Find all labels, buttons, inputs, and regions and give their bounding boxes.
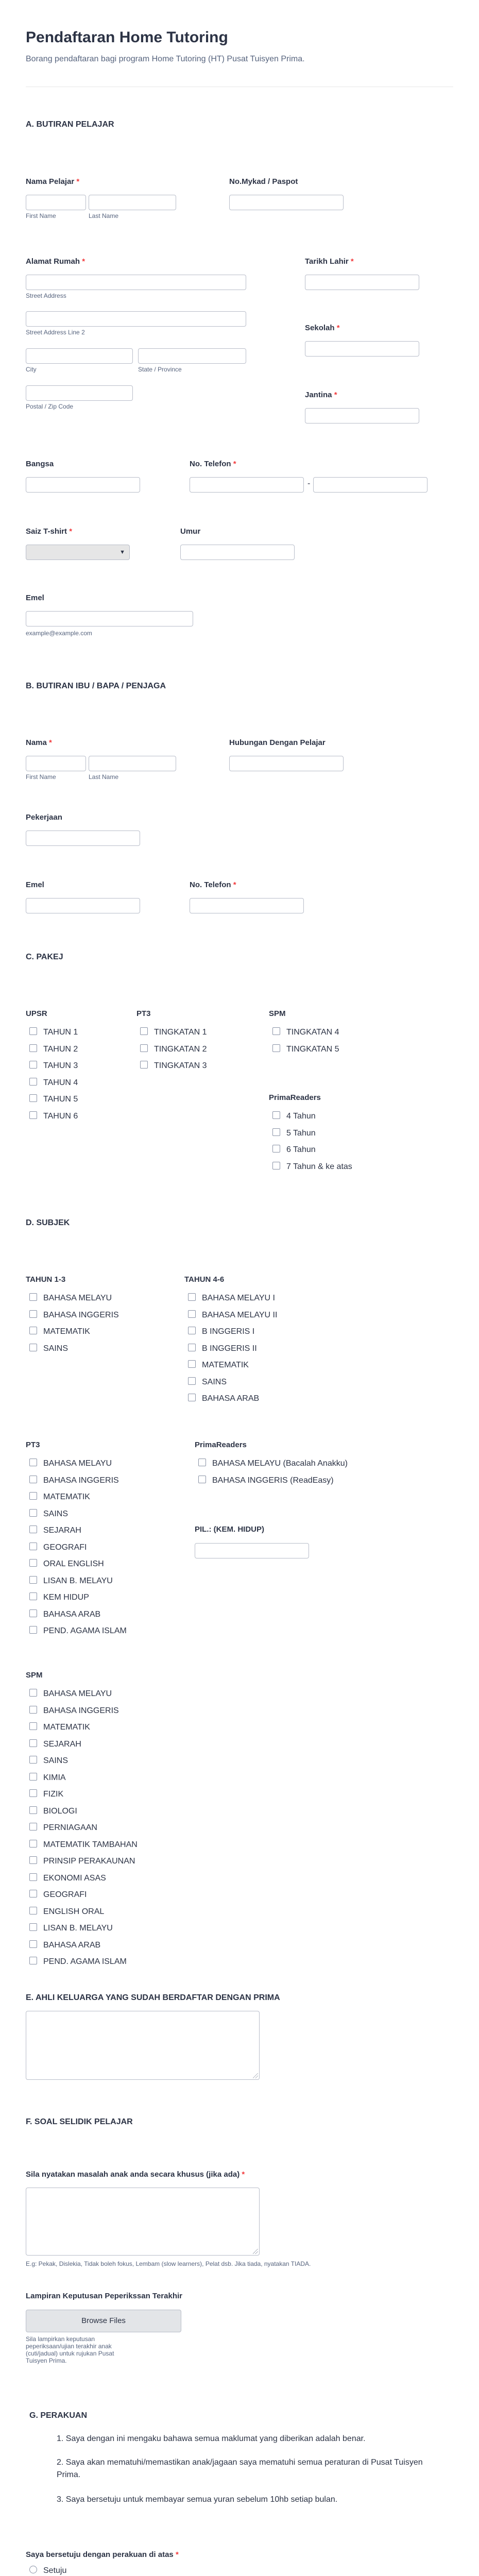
subjek-pt3-option[interactable] [29,1492,90,1502]
checkbox[interactable] [29,1923,37,1931]
section-d-heading: D. SUBJEK [26,1218,70,1227]
pakej-pt3-option-label: TINGKATAN 1 [154,1028,207,1037]
subjek-spm-option-label: BIOLOGI [43,1806,77,1816]
state-sublabel: State / Province [138,366,182,373]
checkbox[interactable] [29,1526,37,1533]
subjek-spm-option[interactable] [29,1689,112,1699]
checkbox[interactable] [188,1293,196,1301]
checkbox[interactable] [29,1459,37,1466]
checkbox[interactable] [29,1722,37,1730]
subjek-spm-option[interactable] [29,1840,138,1850]
pakej-upsr-option-label: TAHUN 2 [43,1044,78,1054]
setuju-label: Saya bersetuju dengan perakuan di atas * [26,2550,179,2559]
checkbox[interactable] [29,1957,37,1964]
subjek-spm-option-label: BAHASA MELAYU [43,1689,112,1698]
parent-first-input[interactable] [26,756,86,771]
alamat-label: Alamat Rumah * [26,257,85,266]
subjek-pt3-option-label: SEJARAH [43,1526,81,1535]
subjek-spm-option-label: MATEMATIK TAMBAHAN [43,1840,138,1849]
pakej-upsr-title: UPSR [26,1009,47,1018]
subjek-primareaders-option[interactable] [198,1476,334,1486]
pakej-upsr-option[interactable] [29,1078,78,1088]
checkbox[interactable] [29,1609,37,1617]
pakej-pt3-option-label: TINGKATAN 3 [154,1061,207,1070]
subjek-tahun13-option[interactable] [29,1293,112,1303]
checkbox[interactable] [29,1706,37,1714]
subjek-tahun46-option[interactable] [188,1293,275,1303]
parent-first-sublabel: First Name [26,773,56,781]
checkbox[interactable] [29,1027,37,1035]
pakej-pt3-option[interactable] [140,1061,207,1071]
masalah-hint: E.g: Pekak, Dislekia, Tidak boleh fokus, Lembam (slow learners), Pelat dsb. Jika tiada, nyatakan TIADA. [26,2260,311,2267]
street1-sublabel: Street Address [26,292,66,299]
chevron-down-icon: ▼ [119,549,125,555]
jantina-input[interactable] [305,408,419,423]
pakej-spm-option[interactable] [272,1044,339,1055]
subjek-tahun13-option-label: BAHASA INGGERIS [43,1310,119,1319]
subjek-tahun13-option-label: MATEMATIK [43,1327,90,1336]
subjek-primareaders-title: PrimaReaders [195,1440,247,1449]
subjek-pt3-option-label: PEND. AGAMA ISLAM [43,1626,127,1635]
pil-input[interactable] [195,1543,309,1558]
checkbox[interactable] [29,1509,37,1517]
pakej-spm-option[interactable] [272,1027,339,1038]
pakej-spm-title: SPM [269,1009,286,1018]
checkbox[interactable] [29,1293,37,1301]
pakej-primareaders-option[interactable] [272,1145,316,1155]
telefon-area-input[interactable] [190,477,304,493]
subjek-spm-option-label: LISAN B. MELAYU [43,1924,113,1933]
subjek-spm-option[interactable] [29,1739,81,1750]
subjek-pt3-title: PT3 [26,1440,40,1449]
pakej-upsr-option[interactable] [29,1044,78,1055]
checkbox[interactable] [140,1061,148,1069]
subjek-pt3-option[interactable] [29,1543,87,1553]
subjek-tahun46-option-label: BAHASA MELAYU II [202,1310,278,1319]
hubungan-input[interactable] [229,756,344,771]
subjek-spm-option-label: SEJARAH [43,1739,81,1749]
subjek-primareaders-option-label: BAHASA MELAYU (Bacalah Anakku) [212,1459,348,1468]
checkbox[interactable] [29,1094,37,1102]
resize-handle[interactable] [253,2249,258,2254]
subjek-tahun46-option[interactable] [188,1344,257,1354]
parent-nama-label: Nama * [26,738,52,747]
checkbox[interactable] [29,1689,37,1697]
subjek-pt3-option[interactable] [29,1459,112,1469]
checkbox[interactable] [29,1310,37,1318]
subjek-spm-option[interactable] [29,1957,127,1967]
pakej-pt3-option-label: TINGKATAN 2 [154,1044,207,1054]
umur-label: Umur [180,527,201,536]
pakej-primareaders-option-label: 7 Tahun & ke atas [286,1162,352,1171]
parent-telefon-input[interactable] [190,898,304,913]
nama-pelajar-label: Nama Pelajar * [26,177,80,186]
masalah-textarea[interactable] [26,2188,260,2256]
checkbox[interactable] [140,1027,148,1035]
subjek-primareaders-option-label: BAHASA INGGERIS (ReadEasy) [212,1476,334,1485]
subjek-tahun13-title: TAHUN 1-3 [26,1275,66,1284]
section-f-heading: F. SOAL SELIDIK PELAJAR [26,2117,133,2126]
pakej-spm-option-label: TINGKATAN 4 [286,1028,339,1037]
checkbox[interactable] [29,1789,37,1797]
subjek-spm-option[interactable] [29,1890,87,1900]
tarikh-lahir-input[interactable] [305,275,419,290]
checkbox[interactable] [29,1626,37,1634]
subjek-pt3-option[interactable] [29,1509,68,1519]
subjek-pt3-option-label: KEM HIDUP [43,1593,89,1602]
subjek-tahun13-option[interactable] [29,1310,119,1320]
subjek-spm-option[interactable] [29,1789,63,1800]
checkbox[interactable] [29,1806,37,1814]
subjek-pt3-option[interactable] [29,1526,81,1536]
street1-input[interactable] [26,275,246,290]
checkbox[interactable] [29,1327,37,1334]
subjek-spm-option-label: GEOGRAFI [43,1890,87,1899]
subjek-spm-option[interactable] [29,1940,100,1951]
subjek-spm-option[interactable] [29,1873,106,1884]
lampiran-label: Lampiran Keputusan Peperikssan Terakhir [26,2292,182,2300]
pakej-pt3-title: PT3 [136,1009,151,1018]
checkbox[interactable] [29,1592,37,1600]
pakej-spm-option-label: TINGKATAN 5 [286,1044,339,1054]
checkbox[interactable] [29,1492,37,1500]
subjek-tahun46-title: TAHUN 4-6 [184,1275,225,1284]
telefon-number-input[interactable] [313,477,427,493]
subjek-tahun46-option-label: BAHASA MELAYU I [202,1294,275,1302]
subjek-spm-option[interactable] [29,1806,77,1817]
city-sublabel: City [26,366,37,373]
section-e-heading: E. AHLI KELUARGA YANG SUDAH BERDAFTAR DENGAN PRIMA [26,1993,280,2002]
subjek-tahun46-option-label: B INGGERIS II [202,1344,257,1353]
subjek-pt3-option[interactable] [29,1609,100,1620]
subjek-spm-option[interactable] [29,1923,113,1934]
checkbox[interactable] [198,1459,206,1466]
subjek-spm-option[interactable] [29,1706,119,1716]
hubungan-label: Hubungan Dengan Pelajar [229,738,326,747]
subjek-primareaders-option[interactable] [198,1459,348,1469]
masalah-label: Sila nyatakan masalah anak anda secara khusus (jika ada) * [26,2170,245,2179]
sekolah-label: Sekolah * [305,324,340,332]
pakej-primareaders-option-label: 5 Tahun [286,1128,316,1138]
pakej-primareaders-option-label: 4 Tahun [286,1112,316,1121]
subjek-pt3-option-label: BAHASA ARAB [43,1609,101,1619]
pakej-primareaders-option-label: 6 Tahun [286,1145,316,1154]
ahli-keluarga-textarea[interactable] [26,2011,260,2080]
subjek-spm-option[interactable] [29,1823,97,1833]
pakej-primareaders-option[interactable] [272,1162,352,1172]
subjek-tahun13-option[interactable] [29,1327,90,1337]
bangsa-label: Bangsa [26,460,54,468]
subjek-spm-option-label: SAINS [43,1756,69,1765]
postal-sublabel: Postal / Zip Code [26,403,74,410]
subjek-spm-option[interactable] [29,1856,135,1867]
subjek-spm-title: SPM [26,1671,43,1680]
subjek-pt3-option-label: BAHASA MELAYU [43,1459,112,1468]
checkbox[interactable] [29,1739,37,1747]
subjek-spm-option-label: BAHASA INGGERIS [43,1706,119,1715]
subjek-tahun46-option[interactable] [188,1377,227,1387]
pekerjaan-label: Pekerjaan [26,813,62,822]
checkbox[interactable] [29,1890,37,1897]
pakej-upsr-option-label: TAHUN 6 [43,1111,78,1121]
section-c-heading: C. PAKEJ [26,953,63,961]
subjek-pt3-option[interactable] [29,1576,113,1586]
pakej-pt3-option[interactable] [140,1027,207,1038]
pekerjaan-input[interactable] [26,831,140,846]
subjek-pt3-option-label: LISAN B. MELAYU [43,1576,113,1585]
subjek-spm-option-label: PERNIAGAAN [43,1823,97,1832]
subjek-pt3-option[interactable] [29,1559,104,1569]
pakej-upsr-option-label: TAHUN 5 [43,1095,78,1104]
subjek-pt3-option-label: ORAL ENGLISH [43,1560,104,1568]
checkbox[interactable] [29,1756,37,1764]
pakej-upsr-option[interactable] [29,1111,78,1122]
checkbox[interactable] [29,1044,37,1052]
pil-label: PIL.: (KEM. HIDUP) [195,1525,264,1534]
checkbox[interactable] [29,1823,37,1831]
nama-pelajar-last-input[interactable] [89,195,176,210]
street2-sublabel: Street Address Line 2 [26,329,85,336]
subjek-spm-option-label: KIMIA [43,1773,66,1782]
checkbox[interactable] [29,1559,37,1567]
subjek-pt3-option-label: MATEMATIK [43,1493,90,1501]
subjek-spm-option-label: FIZIK [43,1790,64,1799]
setuju-radio[interactable]: Setuju [29,2566,66,2576]
pakej-upsr-option-label: TAHUN 3 [43,1061,78,1070]
form-subtitle: Borang pendaftaran bagi program Home Tutoring (HT) Pusat Tuisyen Prima. [26,55,305,63]
jantina-label: Jantina * [305,391,337,399]
subjek-tahun13-option-label: SAINS [43,1344,69,1353]
emel-sublabel: example@example.com [26,630,92,637]
perakuan-item-3: 3. Saya bersetuju untuk membayar semua yuran sebelum 10hb setiap bulan. [57,2495,338,2504]
subjek-spm-option[interactable] [29,1722,90,1733]
subjek-spm-option-label: ENGLISH ORAL [43,1907,105,1916]
subjek-tahun13-option-label: BAHASA MELAYU [43,1294,112,1302]
subjek-tahun46-option-label: MATEMATIK [202,1361,249,1369]
perakuan-item-1: 1. Saya dengan ini mengaku bahawa semua maklumat yang diberikan adalah benar. [57,2434,366,2443]
checkbox[interactable] [188,1310,196,1318]
subjek-spm-option-label: PEND. AGAMA ISLAM [43,1957,127,1966]
umur-input[interactable] [180,545,295,560]
checkbox[interactable] [29,1344,37,1351]
checkbox[interactable] [188,1327,196,1334]
pakej-primareaders-option[interactable] [272,1128,316,1139]
subjek-spm-option[interactable] [29,1907,104,1917]
subjek-tahun46-option[interactable] [188,1394,259,1404]
checkbox[interactable] [29,1078,37,1086]
parent-emel-input[interactable] [26,898,140,913]
subjek-pt3-option-label: GEOGRAFI [43,1543,87,1552]
resize-handle[interactable] [253,2073,258,2078]
subjek-spm-option-label: EKONOMI ASAS [43,1873,106,1883]
postal-input[interactable] [26,385,133,401]
checkbox[interactable] [29,1907,37,1914]
pakej-pt3-option[interactable] [140,1044,207,1055]
subjek-pt3-option-label: SAINS [43,1509,69,1518]
telefon-separator: - [307,479,311,488]
checkbox[interactable] [272,1145,280,1153]
subjek-tahun46-option[interactable] [188,1327,254,1337]
pakej-primareaders-option[interactable] [272,1111,316,1122]
bangsa-input[interactable] [26,477,140,493]
checkbox[interactable] [29,1940,37,1948]
street2-input[interactable] [26,311,246,327]
telefon-label: No. Telefon * [190,460,236,468]
checkbox[interactable] [29,1061,37,1069]
nomykad-input[interactable] [229,195,344,210]
lampiran-browse-button[interactable]: Browse Files [26,2310,181,2332]
subjek-pt3-option[interactable] [29,1476,119,1486]
subjek-tahun46-option-label: B INGGERIS I [202,1327,255,1336]
tarikh-lahir-label: Tarikh Lahir * [305,257,354,266]
sekolah-input[interactable] [305,341,419,357]
checkbox[interactable] [29,1773,37,1781]
subjek-spm-option-label: BAHASA ARAB [43,1940,101,1950]
saiz-label: Saiz T-shirt * [26,527,73,536]
pakej-upsr-option-label: TAHUN 1 [43,1028,78,1037]
parent-emel-label: Emel [26,880,44,889]
subjek-tahun46-option-label: BAHASA ARAB [202,1394,260,1403]
subjek-pt3-option[interactable] [29,1626,127,1636]
state-input[interactable] [138,348,246,364]
subjek-pt3-option-label: BAHASA INGGERIS [43,1476,119,1485]
checkbox[interactable] [29,1840,37,1848]
nama-pelajar-first-input[interactable] [26,195,86,210]
saiz-select[interactable] [26,545,130,560]
emel-label: Emel [26,594,44,602]
lampiran-hint: Sila lampirkan keputusan peperiksaan/ujian terakhir anak (cuti/jadual) untuk rujukan Pusat Tuisyen Prima. [26,2335,114,2364]
subjek-spm-option[interactable] [29,1756,68,1766]
checkbox[interactable] [272,1044,280,1052]
subjek-spm-option-label: MATEMATIK [43,1723,90,1732]
subjek-spm-option-label: PRINSIP PERAKAUNAN [43,1857,135,1866]
parent-last-input[interactable] [89,756,176,771]
last-name-sublabel: Last Name [89,212,119,219]
radio-circle[interactable] [29,2566,37,2573]
checkbox[interactable] [188,1344,196,1351]
section-g-heading: G. PERAKUAN [29,2411,88,2420]
pakej-upsr-option[interactable] [29,1061,78,1071]
parent-telefon-label: No. Telefon * [190,880,236,889]
subjek-tahun46-option-label: SAINS [202,1377,227,1386]
city-input[interactable] [26,348,133,364]
checkbox[interactable] [29,1576,37,1584]
checkbox[interactable] [29,1873,37,1881]
subjek-tahun46-option[interactable] [188,1310,277,1320]
first-name-sublabel: First Name [26,212,56,219]
checkbox[interactable] [272,1162,280,1170]
section-b-heading: B. BUTIRAN IBU / BAPA / PENJAGA [26,682,166,690]
section-a-heading: A. BUTIRAN PELAJAR [26,120,114,129]
pakej-upsr-option[interactable] [29,1094,78,1105]
emel-input[interactable] [26,611,193,626]
checkbox[interactable] [198,1476,206,1483]
checkbox[interactable] [272,1111,280,1119]
subjek-tahun13-option[interactable] [29,1344,68,1354]
checkbox[interactable] [188,1360,196,1368]
checkbox[interactable] [188,1394,196,1401]
checkbox[interactable] [29,1476,37,1483]
perakuan-item-2: 2. Saya akan mematuhi/memastikan anak/jagaan saya mematuhi semua peraturan di Pusat Tuisyen Prima. [57,2458,423,2479]
form-title: Pendaftaran Home Tutoring [26,29,228,46]
checkbox[interactable] [29,1111,37,1119]
subjek-tahun46-option[interactable] [188,1360,249,1370]
nomykad-label: No.Mykad / Paspot [229,177,298,186]
checkbox[interactable] [272,1027,280,1035]
pakej-upsr-option-label: TAHUN 4 [43,1078,78,1087]
checkbox[interactable] [188,1377,196,1385]
parent-last-sublabel: Last Name [89,773,119,781]
pakej-primareaders-title: PrimaReaders [269,1093,321,1102]
subjek-pt3-option[interactable] [29,1592,89,1603]
subjek-spm-option[interactable] [29,1773,66,1783]
checkbox[interactable] [29,1543,37,1550]
checkbox[interactable] [140,1044,148,1052]
checkbox[interactable] [29,1856,37,1864]
checkbox[interactable] [272,1128,280,1136]
pakej-upsr-option[interactable] [29,1027,78,1038]
